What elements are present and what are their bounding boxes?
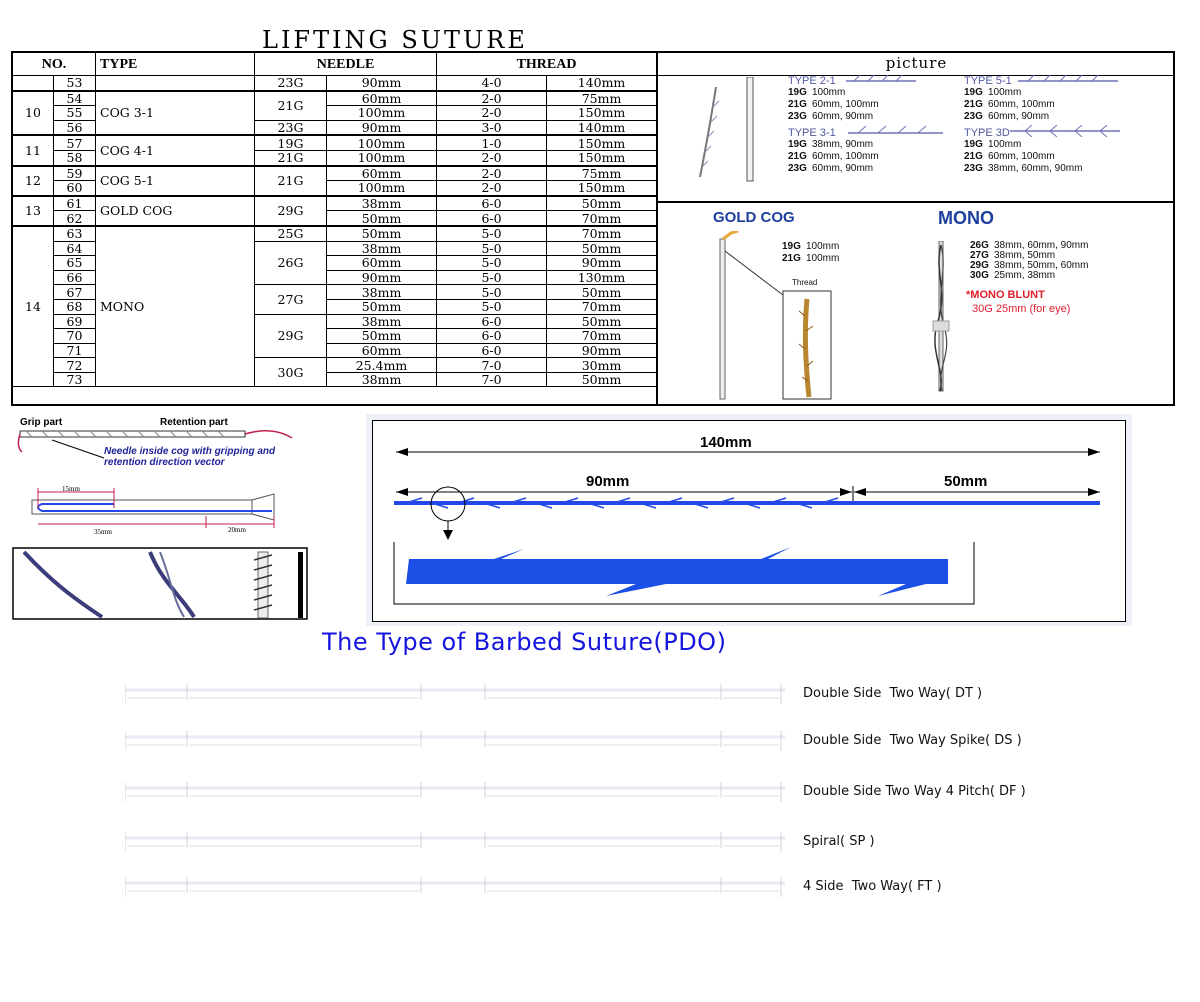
barb-type-label: Double Side Two Way 4 Pitch( DF ) <box>803 784 1026 799</box>
needle-gauge-cell: 23G <box>255 120 327 135</box>
item-number-cell: 68 <box>54 299 96 314</box>
thread-length-cell: 150mm <box>547 181 657 196</box>
needle-gauge-cell: 23G <box>255 76 327 91</box>
needle-gauge-cell: 21G <box>255 150 327 165</box>
barb-diagram <box>366 414 1132 626</box>
table-row <box>13 135 657 150</box>
picture-divider <box>658 201 1175 203</box>
type-3-1-thread-icon <box>848 125 943 137</box>
needle-length-cell: 60mm <box>327 256 437 271</box>
type-5-1-spec-1: 19G 100mm <box>964 87 1022 98</box>
needle-length-cell: 38mm <box>327 196 437 211</box>
dim-20mm: 20mm <box>228 526 246 534</box>
thread-length-cell: 70mm <box>547 329 657 344</box>
needle-gauge-cell: 21G <box>255 166 327 196</box>
needle-length-cell: 100mm <box>327 150 437 165</box>
thread-size-cell: 2-0 <box>437 166 547 181</box>
item-number-cell: 54 <box>54 91 96 106</box>
thread-size-cell: 2-0 <box>437 181 547 196</box>
item-number-cell: 62 <box>54 211 96 226</box>
type-cell: COG 3-1 <box>96 91 255 136</box>
thread-size-cell: 6-0 <box>437 343 547 358</box>
thread-length-cell: 50mm <box>547 196 657 211</box>
thread-length-cell: 150mm <box>547 150 657 165</box>
needle-gauge-cell: 26G <box>255 241 327 285</box>
thread-size-cell: 5-0 <box>437 285 547 300</box>
needle-gauge-cell: 25G <box>255 226 327 241</box>
thread-length-cell: 75mm <box>547 91 657 106</box>
dim-35mm: 35mm <box>94 528 112 536</box>
type-3d-spec-2: 21G 60mm, 100mm <box>964 151 1055 162</box>
col-no: NO. <box>13 53 96 76</box>
type-3-1-title: TYPE 3-1 <box>788 127 836 139</box>
needle-caption: Needle inside cog with gripping and retention direction vector <box>104 446 276 468</box>
needle-length-cell: 100mm <box>327 135 437 150</box>
needle-gauge-cell: 27G <box>255 285 327 314</box>
thread-length-cell: 50mm <box>547 314 657 329</box>
thread-size-cell: 1-0 <box>437 135 547 150</box>
type-cell: MONO <box>96 226 255 387</box>
thread-length-cell: 50mm <box>547 372 657 387</box>
item-number-cell: 73 <box>54 372 96 387</box>
gold-cog-illustration <box>713 231 863 401</box>
dim-50mm: 50mm <box>944 473 988 490</box>
needle-gauge-cell: 29G <box>255 314 327 358</box>
table-row <box>13 166 657 181</box>
thread-size-cell: 4-0 <box>437 76 547 91</box>
thread-size-cell: 7-0 <box>437 358 547 373</box>
group-number-cell: 11 <box>13 135 54 165</box>
thread-length-cell: 90mm <box>547 256 657 271</box>
item-number-cell: 64 <box>54 241 96 256</box>
mono-title: MONO <box>938 208 994 228</box>
page-title: LIFTING SUTURE <box>262 26 528 54</box>
type-5-1-spec-2: 21G 60mm, 100mm <box>964 99 1055 110</box>
grip-part-label: Grip part <box>20 417 63 428</box>
gold-cog-title: GOLD COG <box>713 209 795 226</box>
type-2-1-spec-1: 19G 100mm <box>788 87 846 98</box>
thread-size-cell: 6-0 <box>437 314 547 329</box>
barb-type-thread-drawing <box>125 680 785 706</box>
type-2-1-spec-3: 23G 60mm, 90mm <box>788 111 874 122</box>
item-number-cell: 63 <box>54 226 96 241</box>
type-5-1-thread-icon <box>1018 73 1118 83</box>
needle-length-cell: 38mm <box>327 314 437 329</box>
type-3d-title: TYPE 3D <box>964 127 1010 139</box>
type-2-1-spec-2: 21G 60mm, 100mm <box>788 99 879 110</box>
barb-type-thread-drawing <box>125 727 785 753</box>
type-3-1-spec-2: 21G 60mm, 100mm <box>788 151 879 162</box>
mono-blunt-title: *MONO BLUNT <box>966 289 1045 301</box>
suture-spec-table <box>12 52 657 387</box>
barb-type-thread-drawing <box>125 778 785 804</box>
type-3-1-spec-1: 19G 38mm, 90mm <box>788 139 874 150</box>
item-number-cell: 60 <box>54 181 96 196</box>
dim-15mm: 15mm <box>62 485 80 493</box>
thread-length-cell: 140mm <box>547 76 657 91</box>
thread-size-cell: 5-0 <box>437 270 547 285</box>
needle-length-cell: 100mm <box>327 181 437 196</box>
type-cell <box>96 76 255 91</box>
needle-length-cell: 60mm <box>327 166 437 181</box>
thread-length-cell: 90mm <box>547 343 657 358</box>
item-number-cell: 53 <box>54 76 96 91</box>
thread-size-cell: 5-0 <box>437 226 547 241</box>
needle-length-cell: 90mm <box>327 120 437 135</box>
needle-length-cell: 60mm <box>327 91 437 106</box>
group-number-cell: 10 <box>13 91 54 136</box>
thread-length-cell: 50mm <box>547 285 657 300</box>
thread-length-cell: 75mm <box>547 166 657 181</box>
needle-gauge-cell: 21G <box>255 91 327 121</box>
type-cell: COG 4-1 <box>96 135 255 165</box>
type-3d-spec-1: 19G 100mm <box>964 139 1022 150</box>
item-number-cell: 70 <box>54 329 96 344</box>
thread-size-cell: 6-0 <box>437 211 547 226</box>
thread-length-cell: 30mm <box>547 358 657 373</box>
item-number-cell: 72 <box>54 358 96 373</box>
item-number-cell: 67 <box>54 285 96 300</box>
table-row <box>13 226 657 241</box>
item-number-cell: 58 <box>54 150 96 165</box>
gold-cog-spec-1: 19G 100mm <box>782 241 840 252</box>
thread-length-cell: 70mm <box>547 299 657 314</box>
item-number-cell: 65 <box>54 256 96 271</box>
barb-type-thread-drawing <box>125 873 785 899</box>
mono-illustration <box>930 241 952 397</box>
barb-type-thread-drawing <box>125 828 785 854</box>
table-row <box>13 91 657 106</box>
thread-size-cell: 5-0 <box>437 256 547 271</box>
type-2-1-title: TYPE 2-1 <box>788 75 836 87</box>
thread-length-cell: 130mm <box>547 270 657 285</box>
mono-blunt <box>966 288 1070 316</box>
item-number-cell: 66 <box>54 270 96 285</box>
col-thread: THREAD <box>437 53 657 76</box>
needle-diagram <box>12 412 312 624</box>
needle-gauge-cell: 19G <box>255 135 327 150</box>
col-needle: NEEDLE <box>255 53 437 76</box>
item-number-cell: 56 <box>54 120 96 135</box>
needle-length-cell: 25.4mm <box>327 358 437 373</box>
thread-size-cell: 5-0 <box>437 299 547 314</box>
thread-label: Thread <box>792 278 818 287</box>
item-number-cell: 59 <box>54 166 96 181</box>
mono-spec-3: 29G 38mm, 50mm, 60mm <box>970 260 1089 271</box>
item-number-cell: 55 <box>54 106 96 121</box>
thread-size-cell: 2-0 <box>437 150 547 165</box>
thread-length-cell: 150mm <box>547 135 657 150</box>
type-5-1-title: TYPE 5-1 <box>964 75 1012 87</box>
thread-size-cell: 5-0 <box>437 241 547 256</box>
thread-size-cell: 3-0 <box>437 120 547 135</box>
cog-thread-illustration <box>688 77 798 187</box>
barb-type-label: 4 Side Two Way( FT ) <box>803 879 942 894</box>
table-row <box>13 76 657 91</box>
table-row <box>13 196 657 211</box>
needle-gauge-cell: 30G <box>255 358 327 387</box>
item-number-cell: 71 <box>54 343 96 358</box>
needle-length-cell: 50mm <box>327 329 437 344</box>
needle-length-cell: 90mm <box>327 270 437 285</box>
picture-panel <box>656 51 1175 406</box>
needle-length-cell: 50mm <box>327 211 437 226</box>
item-number-cell: 57 <box>54 135 96 150</box>
needle-length-cell: 60mm <box>327 343 437 358</box>
mono-spec-1: 26G 38mm, 60mm, 90mm <box>970 240 1089 251</box>
needle-length-cell: 90mm <box>327 76 437 91</box>
group-number-cell: 14 <box>13 226 54 387</box>
type-3d-thread-icon <box>1010 125 1120 137</box>
needle-length-cell: 100mm <box>327 106 437 121</box>
dim-140mm: 140mm <box>700 434 752 451</box>
needle-length-cell: 38mm <box>327 241 437 256</box>
section-title: The Type of Barbed Suture(PDO) <box>322 628 727 656</box>
item-number-cell: 69 <box>54 314 96 329</box>
needle-length-cell: 38mm <box>327 372 437 387</box>
mono-spec-4: 30G 25mm, 38mm <box>970 270 1056 281</box>
thread-size-cell: 6-0 <box>437 329 547 344</box>
thread-length-cell: 50mm <box>547 241 657 256</box>
thread-length-cell: 70mm <box>547 211 657 226</box>
barb-type-label: Double Side Two Way Spike( DS ) <box>803 733 1022 748</box>
thread-length-cell: 140mm <box>547 120 657 135</box>
thread-size-cell: 2-0 <box>437 91 547 106</box>
barb-type-label: Spiral( SP ) <box>803 834 875 849</box>
thread-size-cell: 2-0 <box>437 106 547 121</box>
thread-size-cell: 6-0 <box>437 196 547 211</box>
group-number-cell: 12 <box>13 166 54 196</box>
picture-header: picture <box>658 51 1175 76</box>
group-number-cell: 13 <box>13 196 54 226</box>
type-2-1-thread-icon <box>846 73 916 83</box>
col-type: TYPE <box>96 53 255 76</box>
type-cell: COG 5-1 <box>96 166 255 196</box>
mono-blunt-spec: 30G 25mm (for eye) <box>972 303 1071 315</box>
retention-part-label: Retention part <box>160 417 228 428</box>
type-5-1-spec-3: 23G 60mm, 90mm <box>964 111 1050 122</box>
type-3-1-spec-3: 23G 60mm, 90mm <box>788 163 874 174</box>
gold-cog-spec-2: 21G 100mm <box>782 253 840 264</box>
item-number-cell: 61 <box>54 196 96 211</box>
dim-90mm: 90mm <box>586 473 630 490</box>
mono-spec-2: 27G 38mm, 50mm <box>970 250 1056 261</box>
needle-length-cell: 50mm <box>327 299 437 314</box>
type-cell: GOLD COG <box>96 196 255 226</box>
needle-gauge-cell: 29G <box>255 196 327 226</box>
type-3d-spec-3: 23G 38mm, 60mm, 90mm <box>964 163 1083 174</box>
thread-length-cell: 70mm <box>547 226 657 241</box>
needle-length-cell: 50mm <box>327 226 437 241</box>
mono-specs <box>970 241 1088 281</box>
needle-length-cell: 38mm <box>327 285 437 300</box>
thread-size-cell: 7-0 <box>437 372 547 387</box>
thread-length-cell: 150mm <box>547 106 657 121</box>
barb-type-label: Double Side Two Way( DT ) <box>803 686 983 701</box>
group-number-cell <box>13 76 54 91</box>
